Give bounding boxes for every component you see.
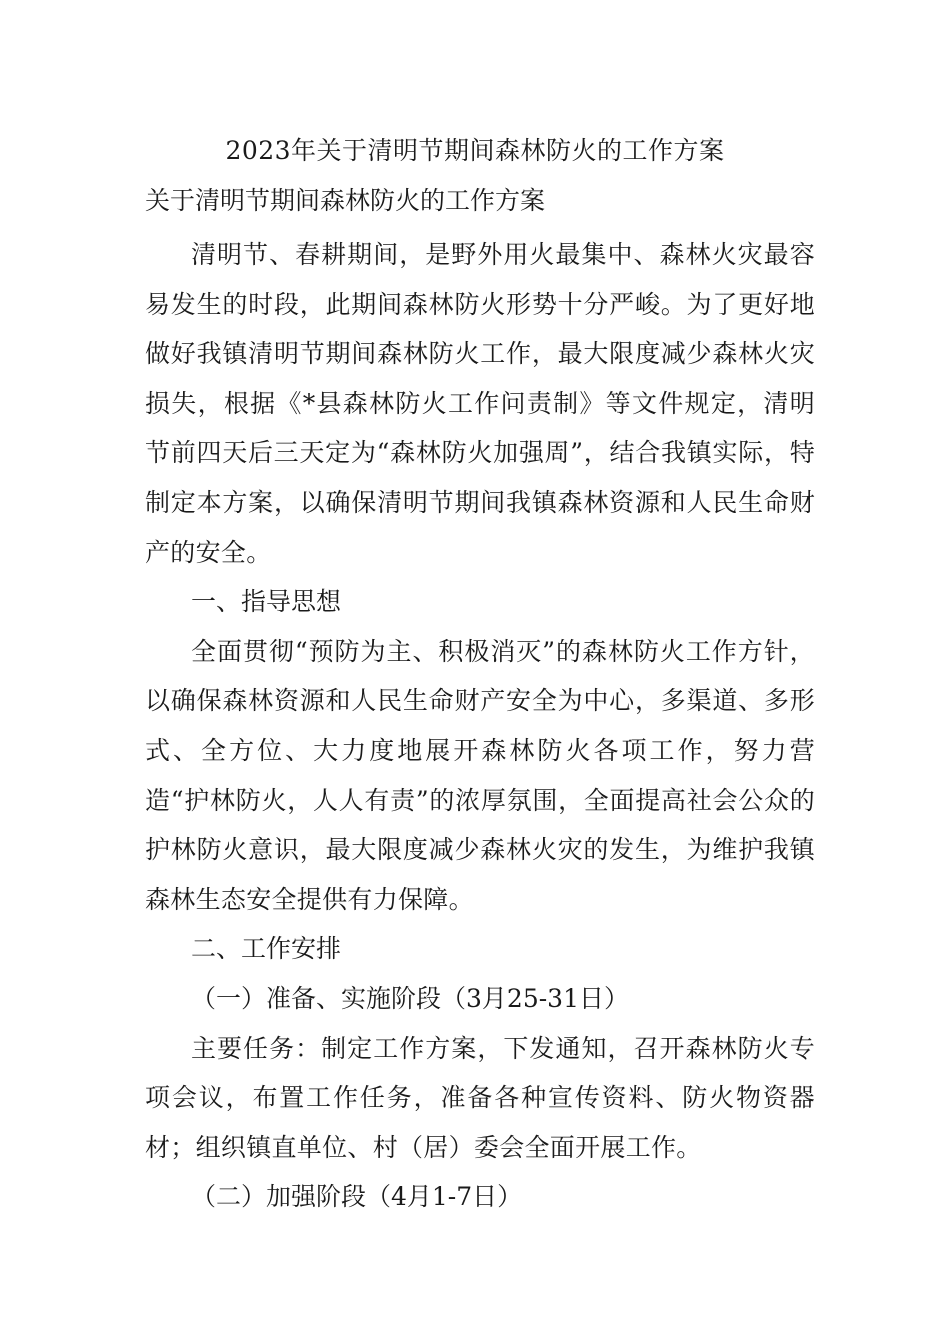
intro-paragraph: 清明节、春耕期间，是野外用火最集中、森林火灾最容易发生的时段，此期间森林防火形势十分严峻。为了更好地做好我镇清明节期间森林防火工作，最大限度减少森林火灾损失，根据《*县森林防火工作问责制》等文件规定，清明节前四天后三天定为“森林防火加强周”，结合我镇实际，特制定本方案，以确保清明节期间我镇森林资源和人民生命财产的安全。	[145, 240, 815, 567]
guiding-thought-paragraph: 全面贯彻“预防为主、积极消灭”的森林防火工作方针，以确保森林资源和人民生命财产安全为中心，多渠道、多形式、全方位、大力度地展开森林防火各项工作，努力营造“护林防火，人人有责”的浓厚氛围，全面提高社会公众的护林防火意识，最大限度减少森林火灾的发生，为维护我镇森林生态安全提供有力保障。	[145, 636, 815, 914]
document-title: 2023年关于清明节期间森林防火的工作方案	[225, 136, 725, 165]
document-body	[145, 230, 815, 1222]
stage-heading-preparation: （一）准备、实施阶段（3月25-31日）	[191, 983, 629, 1013]
preparation-stage-paragraph: 主要任务：制定工作方案，下发通知，召开森林防火专项会议，布置工作任务，准备各种宣传资料、防火物资器材；组织镇直单位、村（居）委会全面开展工作。	[145, 1033, 815, 1162]
section-heading-work-arrangement: 二、工作安排	[191, 934, 342, 964]
stage-heading-strengthening: （二）加强阶段（4月1-7日）	[191, 1182, 523, 1212]
section-heading-guiding-thought: 一、指导思想	[191, 587, 342, 617]
document-subtitle: 关于清明节期间森林防火的工作方案	[145, 186, 546, 215]
